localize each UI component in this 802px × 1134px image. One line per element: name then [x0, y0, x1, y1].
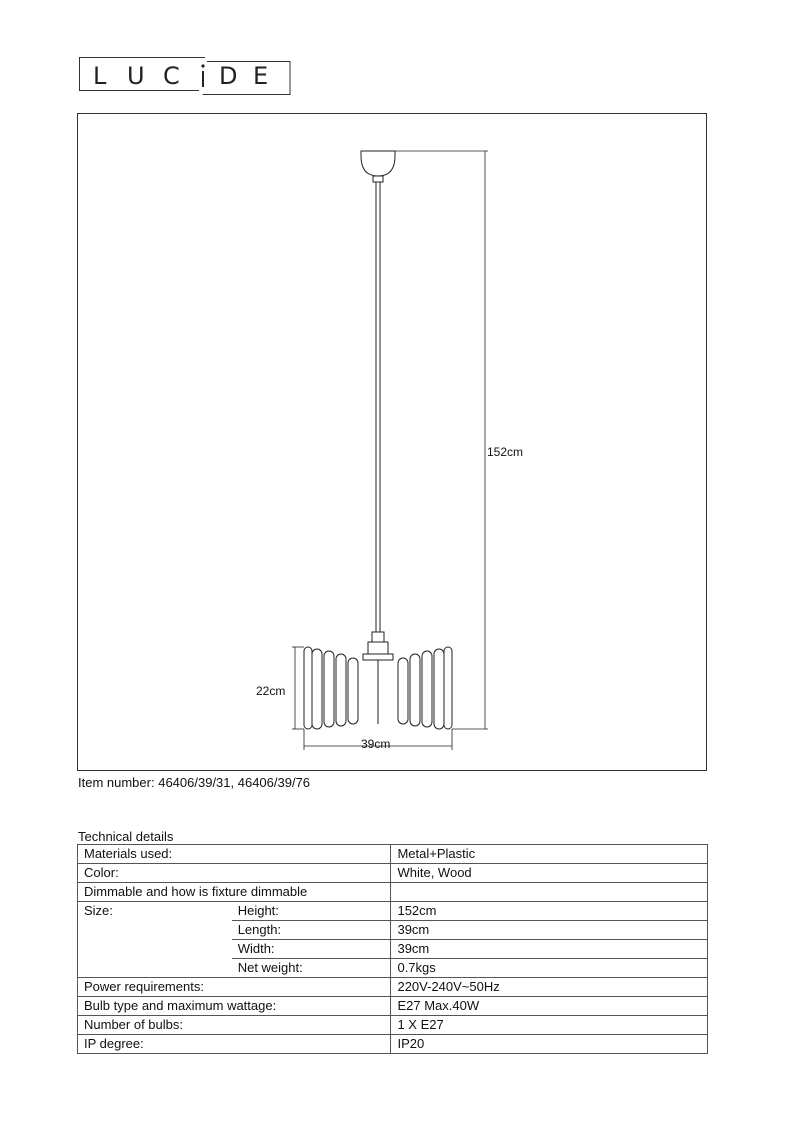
row-label: Materials used: [78, 845, 232, 864]
technical-drawing [77, 113, 707, 771]
row-label: Power requirements: [78, 978, 232, 997]
table-row [78, 1016, 708, 1035]
row-value: Metal+Plastic [391, 845, 708, 864]
row-value: 39cm [391, 940, 708, 959]
row-label: IP degree: [78, 1035, 232, 1054]
row-sublabel: Height: [232, 902, 391, 921]
row-sublabel: Length: [232, 921, 391, 940]
row-sublabel: Width: [232, 940, 391, 959]
row-value: E27 Max.40W [391, 997, 708, 1016]
table-row [78, 997, 708, 1016]
row-label [78, 940, 232, 959]
table-row [78, 883, 708, 902]
row-value: 1 X E27 [391, 1016, 708, 1035]
item-number-label: Item number: [78, 775, 155, 790]
row-label: Size: [78, 902, 232, 921]
row-value: 220V-240V~50Hz [391, 978, 708, 997]
dimension-shade-height: 22cm [256, 684, 286, 698]
table-row [78, 864, 708, 883]
table-row [78, 1035, 708, 1054]
table-row [78, 940, 708, 959]
logo-letter: C [163, 62, 180, 90]
row-value [391, 883, 708, 902]
table-row [78, 978, 708, 997]
row-value: 152cm [391, 902, 708, 921]
dimension-total-height: 152cm [487, 445, 524, 459]
brand-logo [79, 57, 291, 95]
table-row [78, 845, 708, 864]
row-value: 39cm [391, 921, 708, 940]
logo-letter: D [219, 62, 238, 90]
row-label [78, 959, 232, 978]
logo-letter: U [127, 62, 145, 90]
logo-letter: E [253, 62, 269, 90]
row-value: 0.7kgs [391, 959, 708, 978]
row-value: IP20 [391, 1035, 708, 1054]
row-label [78, 921, 232, 940]
row-sublabel [232, 864, 391, 883]
row-sublabel [232, 1035, 391, 1054]
row-label: Dimmable and how is fixture dimmable [78, 883, 391, 902]
row-label: Number of bulbs: [78, 1016, 232, 1035]
dimension-shade-width: 39cm [361, 737, 391, 751]
row-label: Color: [78, 864, 232, 883]
row-sublabel: Net weight: [232, 959, 391, 978]
item-number [78, 775, 310, 790]
technical-details-heading: Technical details [78, 829, 174, 844]
row-sublabel [232, 1016, 391, 1035]
table-row [78, 959, 708, 978]
technical-details-table [77, 844, 708, 1054]
table-row [78, 902, 708, 921]
item-number-value: 46406/39/31, 46406/39/76 [158, 775, 311, 790]
row-label: Bulb type and maximum wattage: [78, 997, 391, 1016]
row-sublabel [232, 978, 391, 997]
row-sublabel [232, 845, 391, 864]
logo-letter: L [93, 62, 107, 90]
row-value: White, Wood [391, 864, 708, 883]
table-row [78, 921, 708, 940]
